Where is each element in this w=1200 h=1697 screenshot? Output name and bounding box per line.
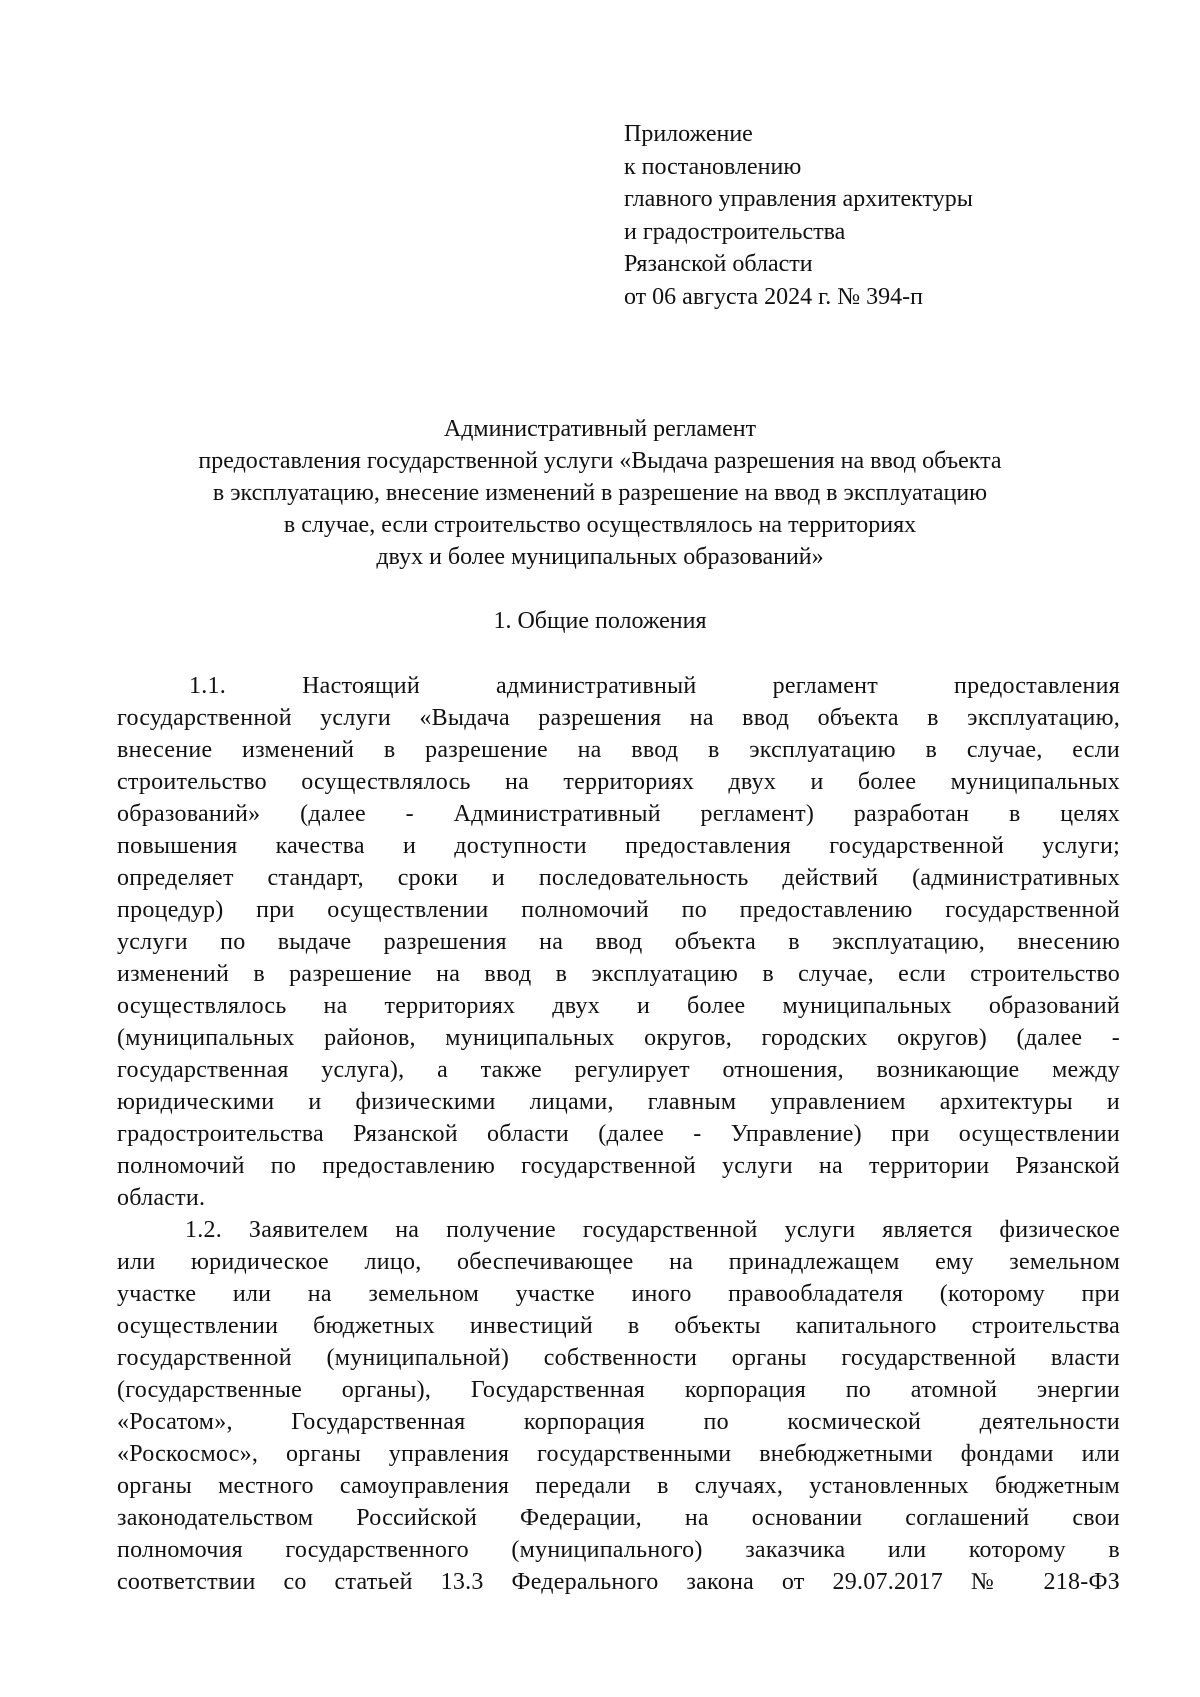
- paragraph-1-line: строительство осуществлялось на территориях двух и более муниципальных: [117, 769, 1120, 795]
- paragraph-1-line: повышения качества и доступности предоставления государственной услуги;: [117, 833, 1120, 859]
- paragraph-2-line: органы местного самоуправления передали в случаях, установленных бюджетным: [117, 1473, 1120, 1499]
- paragraph-1-line: образований» (далее - Административный регламент) разработан в целях: [117, 801, 1120, 827]
- title-line: Административный регламент: [443, 416, 757, 442]
- body-text: [117, 670, 1120, 1598]
- paragraph-1-line: изменений в разрешение на ввод в эксплуатацию в случае, если строительство: [117, 961, 1120, 987]
- annex-line: и градостроительства: [624, 218, 846, 245]
- paragraph-2-line: государственной (муниципальной) собственности органы государственной власти: [117, 1345, 1120, 1371]
- annex-line: Рязанской области: [624, 251, 813, 277]
- paragraph-2-line: соответствии со статьей 13.3 Федерального закона от 29.07.2017 № 218-ФЗ: [117, 1569, 1120, 1595]
- document-title: [100, 413, 1100, 573]
- annex-block: [624, 118, 1144, 313]
- annex-line: Приложение: [624, 121, 753, 147]
- paragraph-2-line: «Роскосмос», органы управления государственными внебюджетными фондами или: [117, 1441, 1120, 1467]
- paragraph-2-line: законодательством Российской Федерации, на основании соглашений свои: [117, 1505, 1120, 1531]
- paragraph-1-line: области.: [117, 1185, 206, 1211]
- paragraph-1-line: полномочий по предоставлению государственной услуги на территории Рязанской: [117, 1153, 1120, 1179]
- paragraph-1-line: услуги по выдаче разрешения на ввод объекта в эксплуатацию, внесению: [117, 929, 1120, 955]
- paragraph-2-line: полномочия государственного (муниципального) заказчика или которому в: [117, 1537, 1120, 1563]
- paragraph-1-line: (муниципальных районов, муниципальных округов, городских округов) (далее -: [117, 1025, 1120, 1051]
- paragraph-1-line: определяет стандарт, сроки и последовательность действий (административных: [117, 865, 1120, 891]
- paragraph-1-line: градостроительства Рязанской области (далее - Управление) при осуществлении: [117, 1121, 1120, 1147]
- paragraph-2-line: осуществлении бюджетных инвестиций в объекты капитального строительства: [117, 1313, 1120, 1339]
- paragraph-2-line: или юридическое лицо, обеспечивающее на принадлежащем ему земельном: [117, 1249, 1120, 1275]
- title-line: двух и более муниципальных образований»: [376, 544, 824, 570]
- paragraph-1-line: юридическими и физическими лицами, главным управлением архитектуры и: [117, 1089, 1120, 1115]
- title-line: в эксплуатацию, внесение изменений в разрешение на ввод в эксплуатацию: [212, 480, 988, 506]
- paragraph-2-line: 1.2. Заявителем на получение государственной услуги является физическое: [185, 1217, 1120, 1243]
- title-line: предоставления государственной услуги «Выдача разрешения на ввод объекта: [198, 448, 1002, 474]
- annex-line-date-number: от 06 августа 2024 г. № 394-п: [624, 283, 923, 310]
- paragraph-1-line: государственной услуги «Выдача разрешения на ввод объекта в эксплуатацию,: [117, 705, 1120, 731]
- paragraph-2-line: (государственные органы), Государственная корпорация по атомной энергии: [117, 1377, 1120, 1403]
- paragraph-2-line: «Росатом», Государственная корпорация по космической деятельности: [117, 1409, 1120, 1435]
- annex-line: главного управления архитектуры: [624, 186, 973, 212]
- paragraph-2-line: участке или на земельном участке иного правообладателя (которому при: [117, 1281, 1120, 1307]
- title-line: в случае, если строительство осуществлялось на территориях: [283, 512, 917, 538]
- paragraph-1-line: государственная услуга), а также регулирует отношения, возникающие между: [117, 1057, 1120, 1083]
- paragraph-1-line: осуществлялось на территориях двух и более муниципальных образований: [117, 993, 1120, 1019]
- annex-line: к постановлению: [624, 153, 802, 180]
- paragraph-1-line: 1.1. Настоящий административный регламент предоставления: [189, 673, 1120, 699]
- paragraph-1-line: процедур) при осуществлении полномочий по предоставлению государственной: [117, 897, 1120, 923]
- section-heading: 1. Общие положения: [493, 608, 707, 634]
- paragraph-1-line: внесение изменений в разрешение на ввод в эксплуатацию в случае, если: [117, 737, 1120, 763]
